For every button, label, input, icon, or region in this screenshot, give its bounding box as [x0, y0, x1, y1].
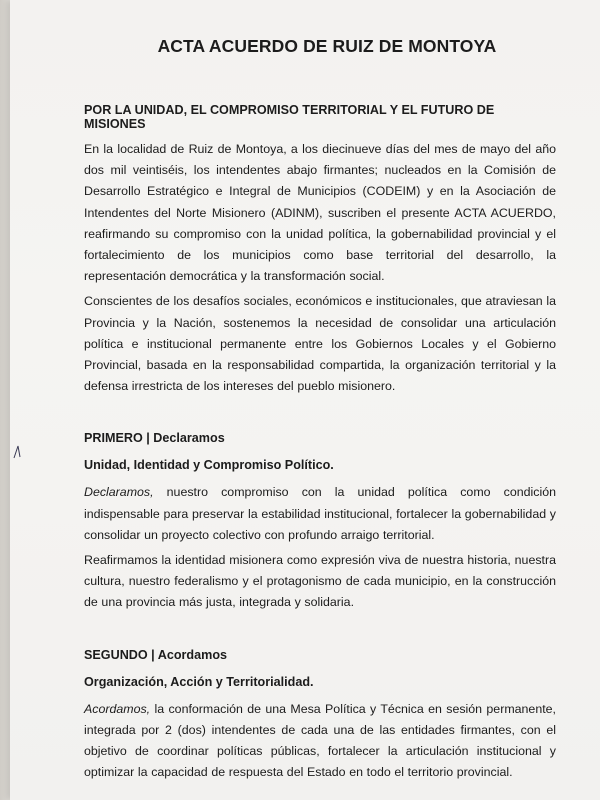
section-primero-paragraph-1 — [84, 482, 556, 546]
section-primero-paragraph-2: Reafirmamos la identidad misionera como expresión viva de nuestra historia, nuestra cultura, nuestro federalismo y el protagonismo de cada municipio, en la construcción de una provincia más justa, integrada y solidaria. — [84, 553, 556, 610]
section-segundo-heading: SEGUNDO | Acordamos — [84, 647, 228, 662]
section-segundo-subheading: Organización, Acción y Territorialidad. — [84, 674, 314, 689]
document-title: ACTA ACUERDO DE RUIZ DE MONTOYA — [157, 36, 497, 56]
section-segundo-paragraph-1-text: la conformación de una Mesa Política y Técnica en sesión permanente, integrada por 2 (dos) intendentes de cada una de las entidades firmantes, con el objetivo de coordinar políticas públicas, fortalecer la articulación institucional y optimizar la capacidad de respuesta del Estado en todo el territorio provincial. — [84, 701, 556, 780]
intro-paragraph-2: Conscientes de los desafíos sociales, económicos e institucionales, que atraviesan la Provincia y la Nación, sostenemos la necesidad de consolidar una articulación política e institucional permanente entre los Gobiernos Locales y el Gobierno Provincial, basada en la responsabilidad compartida, la organización territorial y la defensa irrestricta de los intereses del pueblo misionero. — [84, 294, 556, 394]
section-segundo-paragraph-1 — [84, 699, 556, 784]
paper-sheet — [10, 0, 600, 800]
section-primero-heading: PRIMERO | Declaramos — [84, 431, 225, 446]
section-primero-subheading: Unidad, Identidad y Compromiso Político. — [84, 458, 334, 473]
intro-paragraph-1: En la localidad de Ruiz de Montoya, a los diecinueve días del mes de mayo del año dos mil veintiséis, los intendentes abajo firmantes; nucleados en la Comisión de Desarrollo Estratégico e Integral de Municipios (CODEIM) y en la Asociación de Intendentes del Norte Misionero (ADINM), suscriben el presente ACTA ACUERDO, reafirmando su compromiso con la unidad política, la gobernabilidad provincial y el fortalecimiento de los municipios como base territorial del desarrollo, la representación democrática y la transformación social. — [84, 142, 556, 284]
pen-mark — [12, 444, 22, 460]
document-subtitle: POR LA UNIDAD, EL COMPROMISO TERRITORIAL Y EL FUTURO DE MISIONES — [84, 103, 495, 131]
document-body — [84, 30, 556, 783]
section-primero-paragraph-1-text: nuestro compromiso con la unidad política como condición indispensable para preservar la estabilidad institucional, fortalecer la gobernabilidad y consolidar un proyecto colectivo con profundo arraigo territorial. — [84, 485, 556, 542]
acordamos-lead: Acordamos, — [84, 701, 151, 716]
declaramos-lead: Declaramos, — [84, 485, 154, 500]
